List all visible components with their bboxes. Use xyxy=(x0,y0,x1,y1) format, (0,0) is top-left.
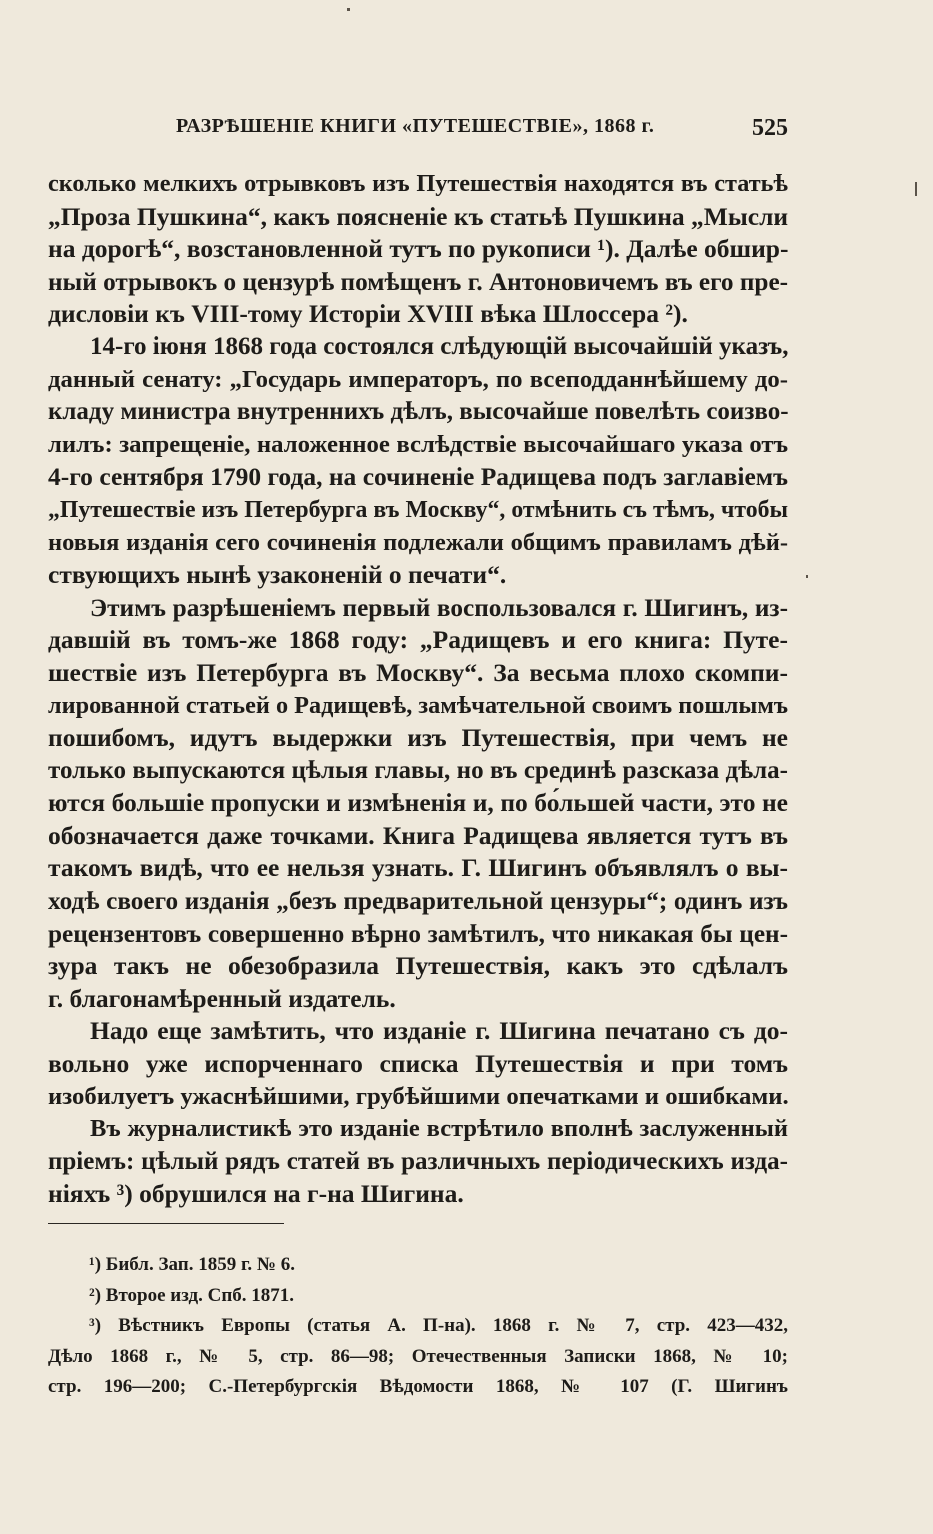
text-line: лилъ: запрещеніе, наложенное вслѣдствіе высочайшаго указа отъ xyxy=(48,430,788,458)
text-line: Въ журналистикѣ это изданіе встрѣтило вполнѣ заслуженный xyxy=(90,1115,788,1143)
text-line: давшій въ томъ-же 1868 году: „Радищевъ и его книга: Путе- xyxy=(48,625,788,655)
footnote-line: ²) Второе изд. Спб. 1871. xyxy=(89,1284,295,1306)
text-line: данный сенату: „Государь императоръ, по всеподданнѣйшему до- xyxy=(48,365,788,393)
text-line: вольно уже испорченнаго списка Путешествія и при томъ xyxy=(48,1049,788,1079)
text-line: кладу министра внутреннихъ дѣлъ, высочайше повелѣть соизво- xyxy=(48,398,789,426)
text-line: ный отрывокъ о цензурѣ помѣщенъ г. Антоновичемъ въ его пре- xyxy=(48,267,789,296)
text-line: Этимъ разрѣшеніемъ первый воспользовался г. Шигинъ, из- xyxy=(90,593,788,622)
running-header xyxy=(48,115,788,147)
text-line: изобилуетъ ужаснѣйшими, грубѣйшими опечатками и ошибками. xyxy=(48,1082,789,1110)
print-speck xyxy=(915,182,917,196)
footnote-line: ³) Вѣстникъ Европы (статья А. П-на). 1868 г. № 7, стр. 423—432, xyxy=(89,1315,788,1336)
footnote-line: Дѣло 1868 г., № 5, стр. 86—98; Отечественныя Записки 1868, № 10; xyxy=(48,1345,788,1367)
text-line: Надо еще замѣтить, что изданіе г. Шигина печатано съ до- xyxy=(90,1016,788,1046)
text-line: пріемъ: цѣлый рядъ статей въ различныхъ періодическихъ изда- xyxy=(48,1147,788,1175)
text-line: „Проза Пушкина“, какъ поясненіе къ статьѣ Пушкина „Мысли xyxy=(48,201,789,231)
text-line: только выпускаются цѣлыя главы, но въ срединѣ разсказа дѣла- xyxy=(48,756,788,784)
text-line: „Путешествіе изъ Петербурга въ Москву“, отмѣнить съ тѣмъ, чтобы xyxy=(48,496,788,523)
page-number: 525 xyxy=(752,115,788,141)
footnote-line: стр. 196—200; С.-Петербургскія Вѣдомости 1868, № 107 (Г. Шигинъ xyxy=(48,1376,788,1397)
text-line: новыя изданія сего сочиненія подлежали общимъ правиламъ дѣй- xyxy=(48,528,788,556)
text-line: сколько мелкихъ отрывковъ изъ Путешествія находятся въ статьѣ xyxy=(48,170,788,197)
text-line: зура такъ не обезобразила Путешествія, какъ это сдѣлалъ xyxy=(48,951,788,981)
text-line: ются большіе пропуски и измѣненія и, по бо́льшей части, это не xyxy=(48,788,788,818)
running-title: РАЗРѢШЕНІЕ КНИГИ «ПУТЕШЕСТВІЕ», 1868 г. xyxy=(176,115,655,137)
text-line: шествіе изъ Петербурга въ Москву“. За весьма плохо скомпи- xyxy=(48,657,788,687)
text-line: г. благонамѣренный издатель. xyxy=(48,983,396,1013)
text-line: 14-го іюня 1868 года состоялся слѣдующій высочайшій указъ, xyxy=(90,332,789,360)
text-line: обозначается даже точками. Книга Радищева является тутъ въ xyxy=(48,820,788,850)
text-line: пошибомъ, идутъ выдержки изъ Путешествія, при чемъ не xyxy=(48,723,788,753)
footnote-separator xyxy=(48,1223,284,1224)
text-line: на дорогѣ“, возстановленной тутъ по рукописи ¹). Далѣе обшир- xyxy=(48,234,789,264)
text-line: дисловіи къ VIII-тому Исторіи XVIII вѣка Шлоссера ²). xyxy=(48,299,688,329)
print-speck xyxy=(347,8,350,11)
text-line: 4-го сентября 1790 года, на сочиненіе Радищева подъ заглавіемъ xyxy=(48,462,788,492)
text-line: ходѣ своего изданія „безъ предварительной цензуры“; одинъ изъ xyxy=(48,887,788,916)
main-text xyxy=(48,168,788,1211)
footnotes xyxy=(48,1250,788,1403)
text-line: рецензентовъ совершенно вѣрно замѣтилъ, что никакая бы цен- xyxy=(48,919,788,948)
text-line: ствующихъ нынѣ узаконеній о печати“. xyxy=(48,560,507,590)
text-line: ніяхъ ³) обрушился на г-на Шигина. xyxy=(48,1179,464,1209)
print-speck xyxy=(806,575,808,578)
footnote-line: ¹) Библ. Зап. 1859 г. № 6. xyxy=(89,1254,296,1275)
text-line: такомъ видѣ, что ее нельзя узнать. Г. Шигинъ объявлялъ о вы- xyxy=(48,853,788,883)
text-line: лированной статьей о Радищевѣ, замѣчательной своимъ пошлымъ xyxy=(48,691,788,719)
